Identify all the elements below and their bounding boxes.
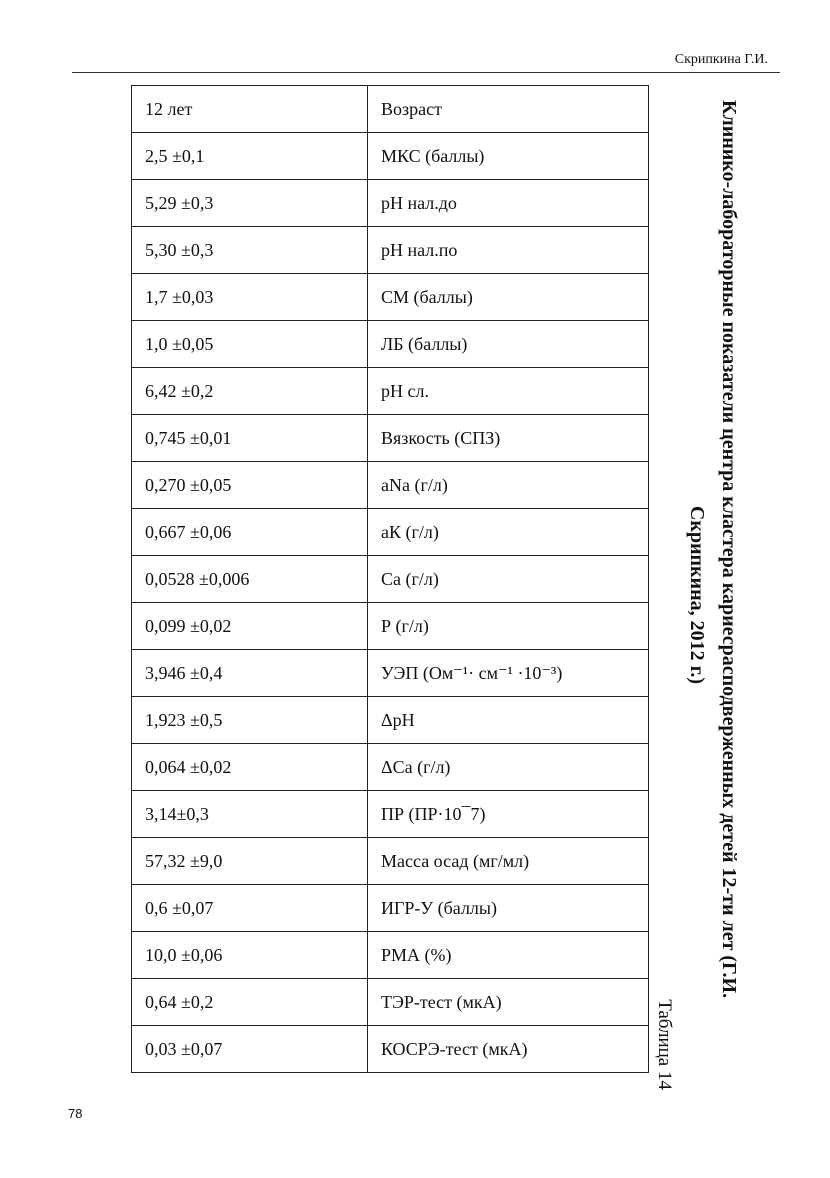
caption-title-line1: Клинико-лабораторные показатели центра кластера кариесрасподверженных детей 12-ти лет (Г.И. <box>718 100 740 999</box>
table-row <box>132 603 649 650</box>
table-row <box>132 979 649 1026</box>
table-row <box>132 133 649 180</box>
table-row <box>132 838 649 885</box>
value-cell: 0,667 ±0,06 <box>132 509 368 556</box>
parameter-cell: ΔрН <box>368 697 649 744</box>
header-rule <box>72 72 780 73</box>
page-number: 78 <box>68 1106 83 1121</box>
parameter-cell: aNa (г/л) <box>368 462 649 509</box>
parameter-cell: ЛБ (баллы) <box>368 321 649 368</box>
value-cell: 1,923 ±0,5 <box>132 697 368 744</box>
table-row <box>132 744 649 791</box>
value-cell: 0,0528 ±0,006 <box>132 556 368 603</box>
value-cell: 0,270 ±0,05 <box>132 462 368 509</box>
table-row <box>132 274 649 321</box>
parameter-cell: рН сл. <box>368 368 649 415</box>
table-row <box>132 415 649 462</box>
parameter-cell: Возраст <box>368 86 649 133</box>
value-cell: 0,099 ±0,02 <box>132 603 368 650</box>
parameter-cell: рН нал.по <box>368 227 649 274</box>
value-cell: 3,946 ±0,4 <box>132 650 368 697</box>
parameter-cell: рН нал.до <box>368 180 649 227</box>
value-cell: 6,42 ±0,2 <box>132 368 368 415</box>
value-cell: 10,0 ±0,06 <box>132 932 368 979</box>
table-label: Таблица 14 <box>654 999 675 1090</box>
parameter-cell: аК (г/л) <box>368 509 649 556</box>
parameter-cell: РМА (%) <box>368 932 649 979</box>
table-row <box>132 227 649 274</box>
value-cell: 0,745 ±0,01 <box>132 415 368 462</box>
table-row <box>132 885 649 932</box>
caption-title <box>681 100 745 1090</box>
caption-title-line2: Скрипкина, 2012 г.) <box>686 505 708 685</box>
value-cell: 0,64 ±0,2 <box>132 979 368 1026</box>
value-cell: 57,32 ±9,0 <box>132 838 368 885</box>
parameter-cell: Р (г/л) <box>368 603 649 650</box>
table-row <box>132 556 649 603</box>
value-cell: 1,0 ±0,05 <box>132 321 368 368</box>
table-row <box>132 86 649 133</box>
parameter-cell: ТЭР-тест (мкА) <box>368 979 649 1026</box>
parameter-cell: ΔСа (г/л) <box>368 744 649 791</box>
table-row <box>132 697 649 744</box>
table-row <box>132 368 649 415</box>
table-row <box>132 791 649 838</box>
parameter-cell: ПР (ПР·10¯7) <box>368 791 649 838</box>
table-row <box>132 321 649 368</box>
header-author: Скрипкина Г.И. <box>674 52 768 67</box>
parameter-cell: Са (г/л) <box>368 556 649 603</box>
parameter-cell: ИГР-У (баллы) <box>368 885 649 932</box>
value-cell: 3,14±0,3 <box>132 791 368 838</box>
value-cell: 5,29 ±0,3 <box>132 180 368 227</box>
table-row <box>132 932 649 979</box>
table-row <box>132 180 649 227</box>
table-row <box>132 650 649 697</box>
table-caption <box>655 100 745 1090</box>
table-row <box>132 509 649 556</box>
parameter-cell: Масса осад (мг/мл) <box>368 838 649 885</box>
value-cell: 0,6 ±0,07 <box>132 885 368 932</box>
parameter-cell: МКС (баллы) <box>368 133 649 180</box>
data-table-body <box>132 86 649 1073</box>
value-cell: 0,03 ±0,07 <box>132 1026 368 1073</box>
parameter-cell: СМ (баллы) <box>368 274 649 321</box>
value-cell: 2,5 ±0,1 <box>132 133 368 180</box>
value-cell: 12 лет <box>132 86 368 133</box>
table-row <box>132 1026 649 1073</box>
parameter-cell: Вязкость (СПЗ) <box>368 415 649 462</box>
parameter-cell: УЭП (Ом⁻¹· см⁻¹ ·10⁻³) <box>368 650 649 697</box>
value-cell: 0,064 ±0,02 <box>132 744 368 791</box>
table-row <box>132 462 649 509</box>
data-table <box>131 85 649 1073</box>
value-cell: 1,7 ±0,03 <box>132 274 368 321</box>
parameter-cell: КОСРЭ-тест (мкА) <box>368 1026 649 1073</box>
value-cell: 5,30 ±0,3 <box>132 227 368 274</box>
